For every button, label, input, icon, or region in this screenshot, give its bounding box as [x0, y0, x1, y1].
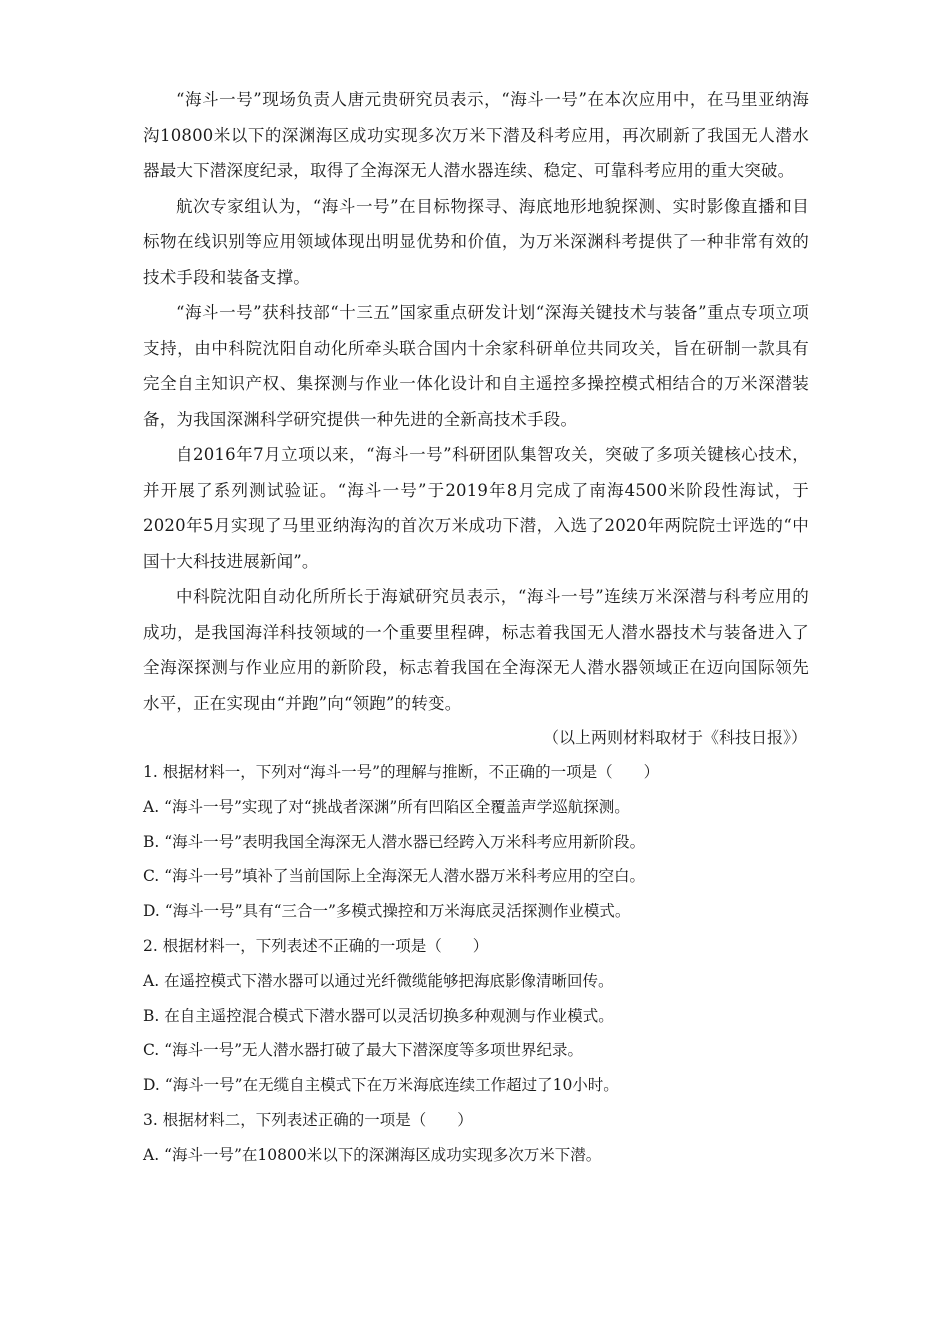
option-b: B. “海斗一号”表明我国全海深无人潜水器已经跨入万米科考应用新阶段。	[143, 832, 646, 851]
question-stem: 3. 根据材料二，下列表述正确的一项是（ ）	[143, 1110, 473, 1129]
option-d: D. “海斗一号”具有“三合一”多模式操控和万米海底灵活探测作业模式。	[143, 902, 631, 921]
option-a: A. “海斗一号”在10800米以下的深渊海区成功实现多次万米下潜。	[143, 1145, 602, 1164]
option-b: B. 在自主遥控混合模式下潜水器可以灵活切换多种观测与作业模式。	[143, 1006, 614, 1025]
question-stem: 2. 根据材料一，下列表述不正确的一项是（ ）	[143, 936, 489, 955]
option-c: C. “海斗一号”无人潜水器打破了最大下潜深度等多项世界纪录。	[143, 1041, 584, 1060]
option-c: C. “海斗一号”填补了当前国际上全海深无人潜水器万米科考应用的空白。	[143, 867, 646, 886]
paragraph-3: “海斗一号”获科技部“十三五”国家重点研发计划“深海关键技术与装备”重点专项立项支持，由中科院沈阳自动化所牵头联合国内十余家科研单位共同攻关，旨在研制一款具有完全自主知识产权、集探测与作业一体化设计和自主遥控多操控模式相结合的万米深潜装备，为我国深渊科学研究提供一种先进的全新高技术手段。	[143, 303, 809, 429]
paragraph-2: 航次专家组认为，“海斗一号”在目标物探寻、海底地形地貌探测、实时影像直播和目标物在线识别等应用领域体现出明显优势和价值，为万米深渊科考提供了一种非常有效的技术手段和装备支撑。	[143, 196, 809, 287]
option-d: D. “海斗一号”在无缆自主模式下在万米海底连续工作超过了10小时。	[143, 1076, 619, 1095]
document-page	[143, 82, 809, 1173]
question-1	[143, 755, 809, 929]
question-stem: 1. 根据材料一，下列对“海斗一号”的理解与推断，不正确的一项是（ ）	[143, 763, 660, 781]
paragraph-5: 中科院沈阳自动化所所长于海斌研究员表示，“海斗一号”连续万米深潜与科考应用的成功，是我国海洋科技领域的一个重要里程碑，标志着我国无人潜水器技术与装备进入了全海深探测与作业应用的新阶段，标志着我国在全海深无人潜水器领域正在迈向国际领先水平，正在实现由“并跑”向“领跑”的转变。	[143, 587, 809, 713]
option-a: A. “海斗一号”实现了对“挑战者深渊”所有凹陷区全覆盖声学巡航探测。	[143, 797, 630, 816]
question-3	[143, 1103, 809, 1173]
paragraph-4: 自2016年7月立项以来，“海斗一号”科研团队集智攻关，突破了多项关键核心技术，并开展了系列测试验证。“海斗一号”于2019年8月完成了南海4500米阶段性海试，于2020年5月实现了马里亚纳海沟的首次万米成功下潜，入选了2020年两院院士评选的“中国十大科技进展新闻”。	[143, 445, 809, 571]
question-2	[143, 929, 809, 1103]
source-note: （以上两则材料取材于《科技日报》）	[542, 728, 807, 747]
paragraph-1: “海斗一号”现场负责人唐元贵研究员表示，“海斗一号”在本次应用中，在马里亚纳海沟10800米以下的深渊海区成功实现多次万米下潜及科考应用，再次刷新了我国无人潜水器最大下潜深度纪录，取得了全海深无人潜水器连续、稳定、可靠科考应用的重大突破。	[143, 90, 809, 180]
option-a: A. 在遥控模式下潜水器可以通过光纤微缆能够把海底影像清晰回传。	[143, 971, 614, 990]
